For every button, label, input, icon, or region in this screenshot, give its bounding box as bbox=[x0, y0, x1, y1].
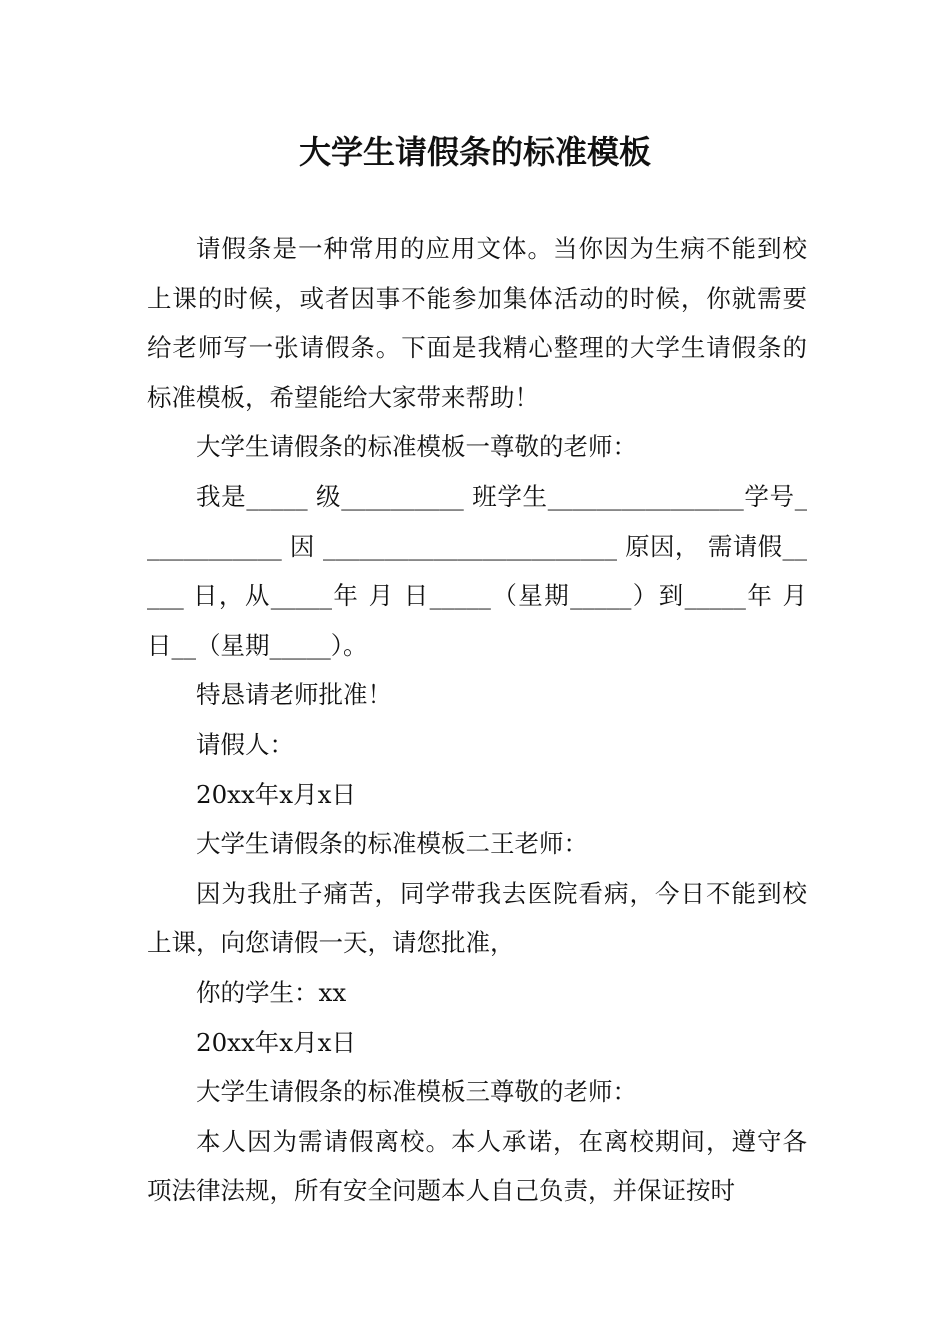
template-one-heading: 大学生请假条的标准模板一尊敬的老师： bbox=[196, 432, 637, 462]
template-two-signature: 你的学生：xx bbox=[196, 977, 347, 1007]
template-one-date: 20xx年x月x日 bbox=[196, 779, 356, 809]
template-one-request: 特恳请老师批准！ bbox=[196, 680, 392, 710]
document-title: 大学生请假条的标准模板 bbox=[298, 133, 651, 171]
template-one-form-paragraph: 我是_____ 级__________ 班学生________________学号____________ 因 ________________________ 原因， 需请假_____ 日，从_____年 月 日_____（星期_____）到_____年 月 日__（星期_____）。 bbox=[147, 481, 807, 660]
document-body bbox=[147, 224, 807, 1216]
template-three-body: 本人因为需请假离校。本人承诺，在离校期间，遵守各项法律法规，所有安全问题本人自己负责，并保证按时 bbox=[147, 1126, 807, 1206]
intro-paragraph: 请假条是一种常用的应用文体。当你因为生病不能到校上课的时候，或者因事不能参加集体活动的时候，你就需要给老师写一张请假条。下面是我精心整理的大学生请假条的标准模板，希望能给大家带来帮助！ bbox=[147, 234, 807, 412]
template-three-heading: 大学生请假条的标准模板三尊敬的老师： bbox=[196, 1077, 637, 1107]
template-two-heading: 大学生请假条的标准模板二王老师： bbox=[196, 829, 588, 859]
template-one-signature: 请假人： bbox=[196, 729, 294, 759]
template-two-body: 因为我肚子痛苦，同学带我去医院看病，今日不能到校上课，向您请假一天，请您批准， bbox=[147, 878, 807, 958]
template-two-date: 20xx年x月x日 bbox=[196, 1027, 356, 1057]
